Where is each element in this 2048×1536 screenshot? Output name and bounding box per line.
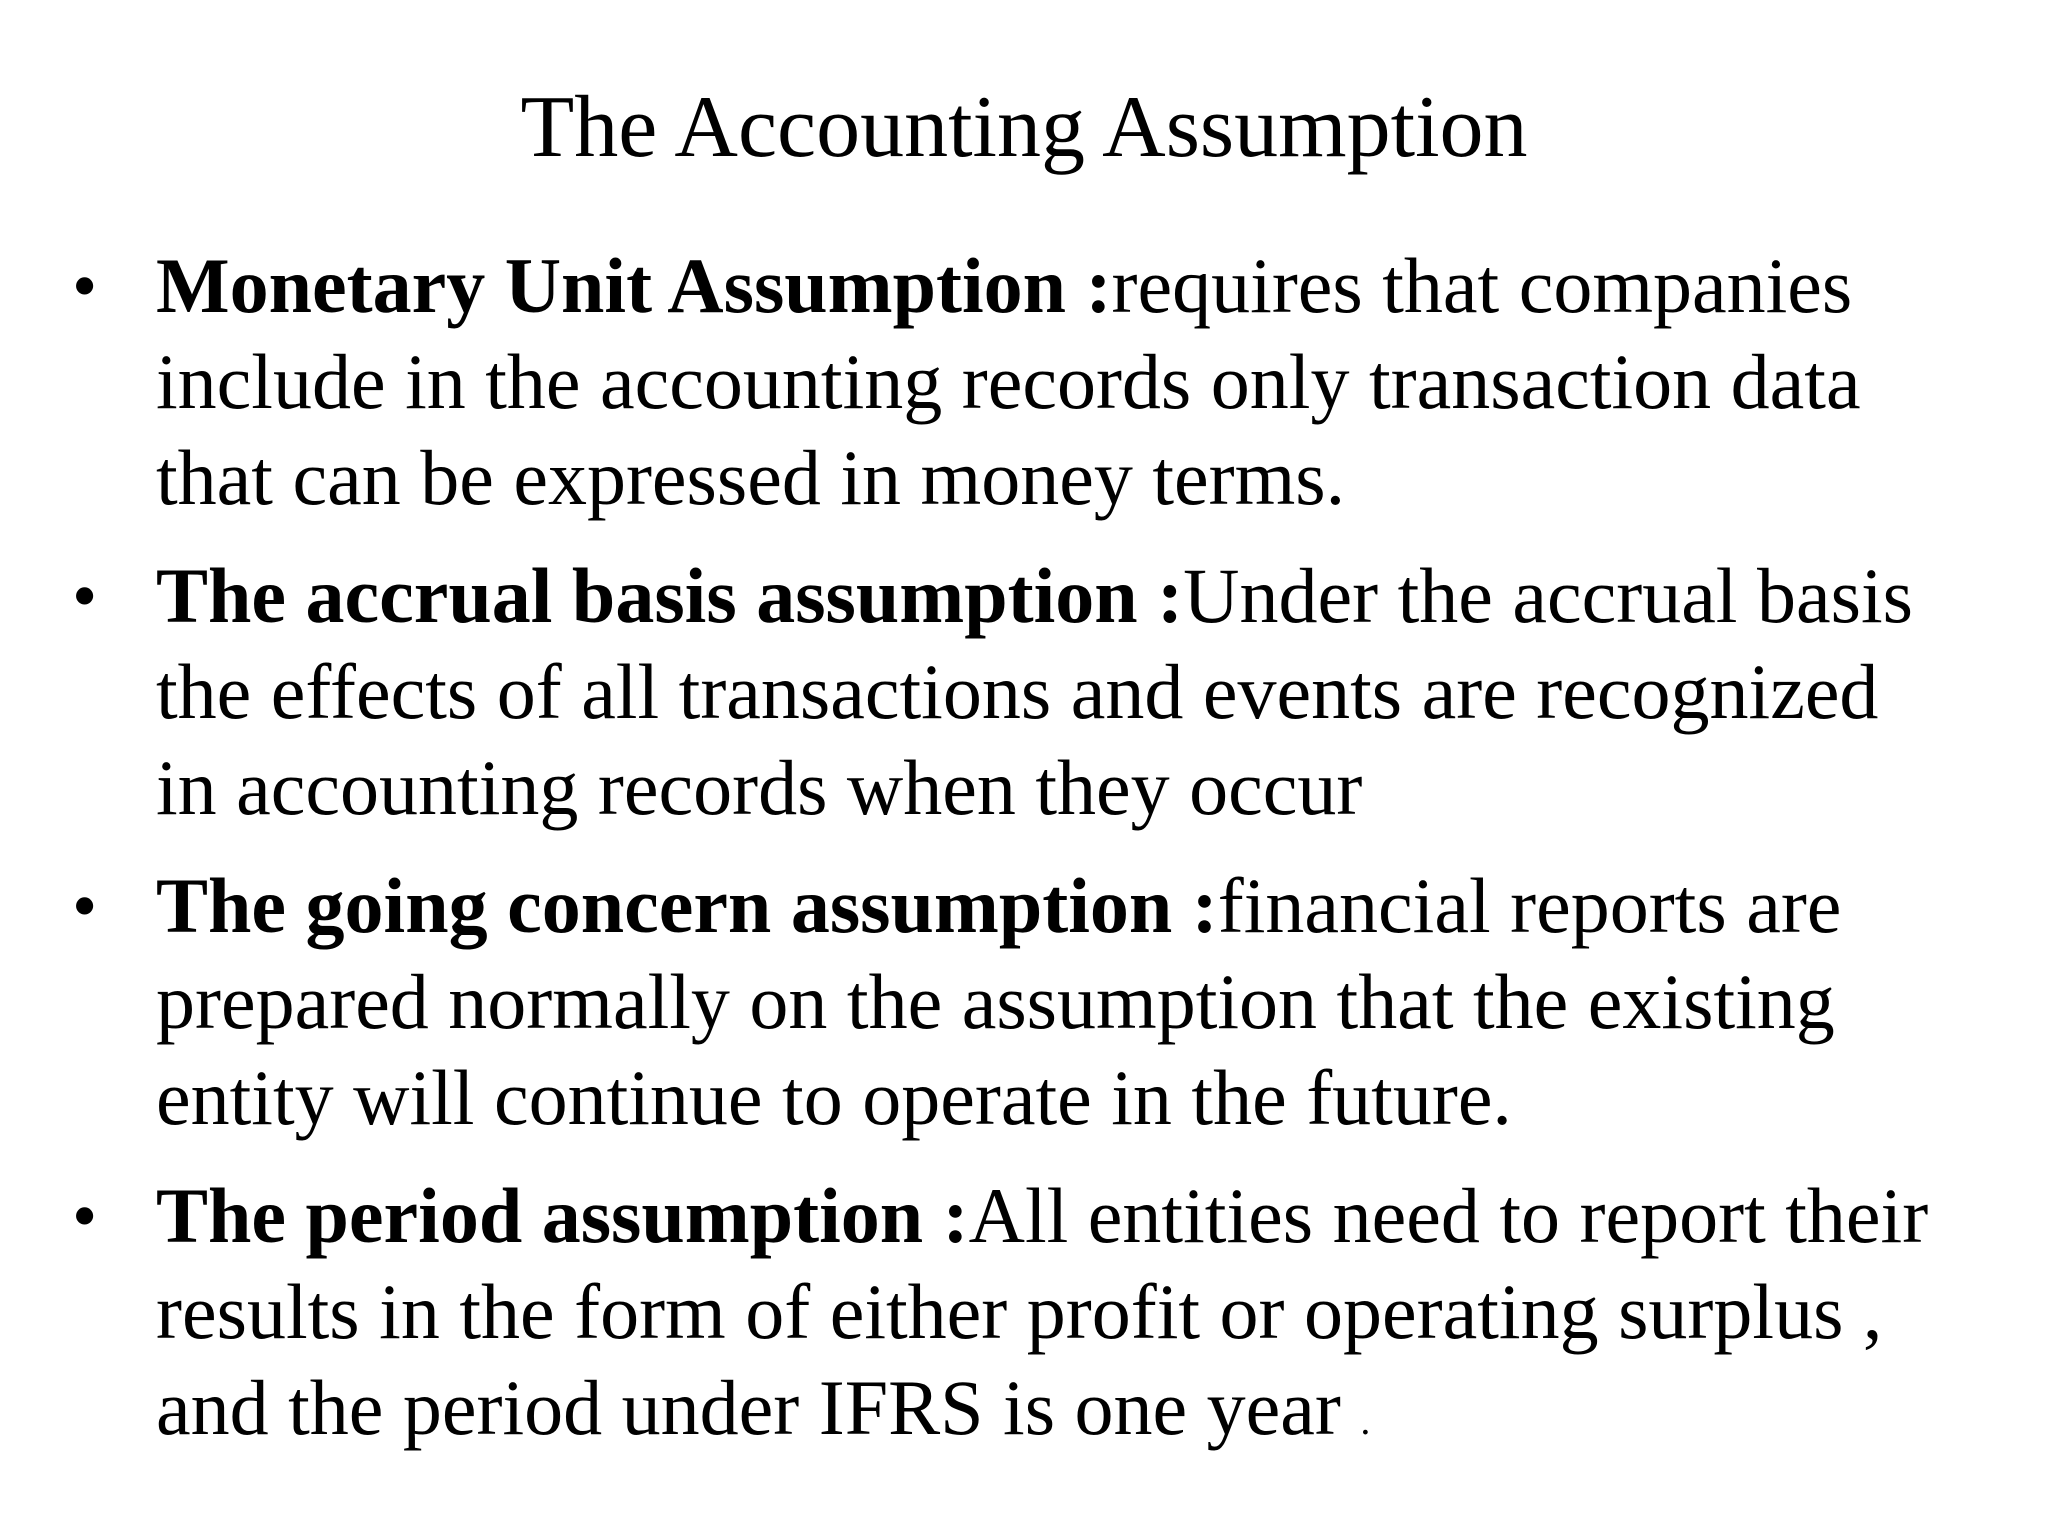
bullet-line	[156, 548, 2016, 644]
bullet-term: The going concern assumption :	[156, 862, 1218, 949]
bullet-term: The accrual basis assumption :	[156, 552, 1184, 639]
bullet-term: The period assumption :	[156, 1172, 969, 1259]
bullet-dot-icon: •	[72, 866, 98, 946]
bullet-line: in accounting records when they occur	[156, 744, 1363, 831]
bullet-line-text: Under the accrual basis	[1183, 552, 1913, 639]
bullet-line	[156, 1168, 2016, 1264]
bullet-line-text: financial reports are	[1217, 862, 1842, 949]
bullet-text	[156, 1168, 2016, 1469]
bullet-line: results in the form of either profit or operating surplus ,	[156, 1268, 1883, 1355]
bullet-line	[156, 238, 2016, 334]
bullet-dot-icon: •	[72, 246, 98, 326]
bullet-text	[156, 238, 2016, 526]
bullet-line: entity will continue to operate in the future.	[156, 1054, 1512, 1141]
bullet-line: the effects of all transactions and events are recognized	[156, 648, 1879, 735]
bullet-dot-icon: •	[72, 556, 98, 636]
bullet-text	[156, 548, 2016, 836]
bullet-line-text: All entities need to report their	[968, 1172, 1929, 1259]
slide-title: The Accounting Assumption	[520, 79, 1528, 176]
bullet-line-text: requires that companies	[1111, 242, 1853, 329]
bullet-line	[156, 858, 2016, 954]
bullet-term: Monetary Unit Assumption :	[156, 242, 1112, 329]
end-period-mark: .	[1360, 1398, 1371, 1443]
bullet-line	[156, 1360, 2016, 1469]
bullet-text	[156, 858, 2016, 1146]
bullet-line-text: and the period under IFRS is one year	[156, 1364, 1361, 1451]
bullet-line: that can be expressed in money terms.	[156, 434, 1346, 521]
bullet-line: prepared normally on the assumption that the existing	[156, 958, 1835, 1045]
bullet-dot-icon: •	[72, 1176, 98, 1256]
bullet-line: include in the accounting records only transaction data	[156, 338, 1861, 425]
